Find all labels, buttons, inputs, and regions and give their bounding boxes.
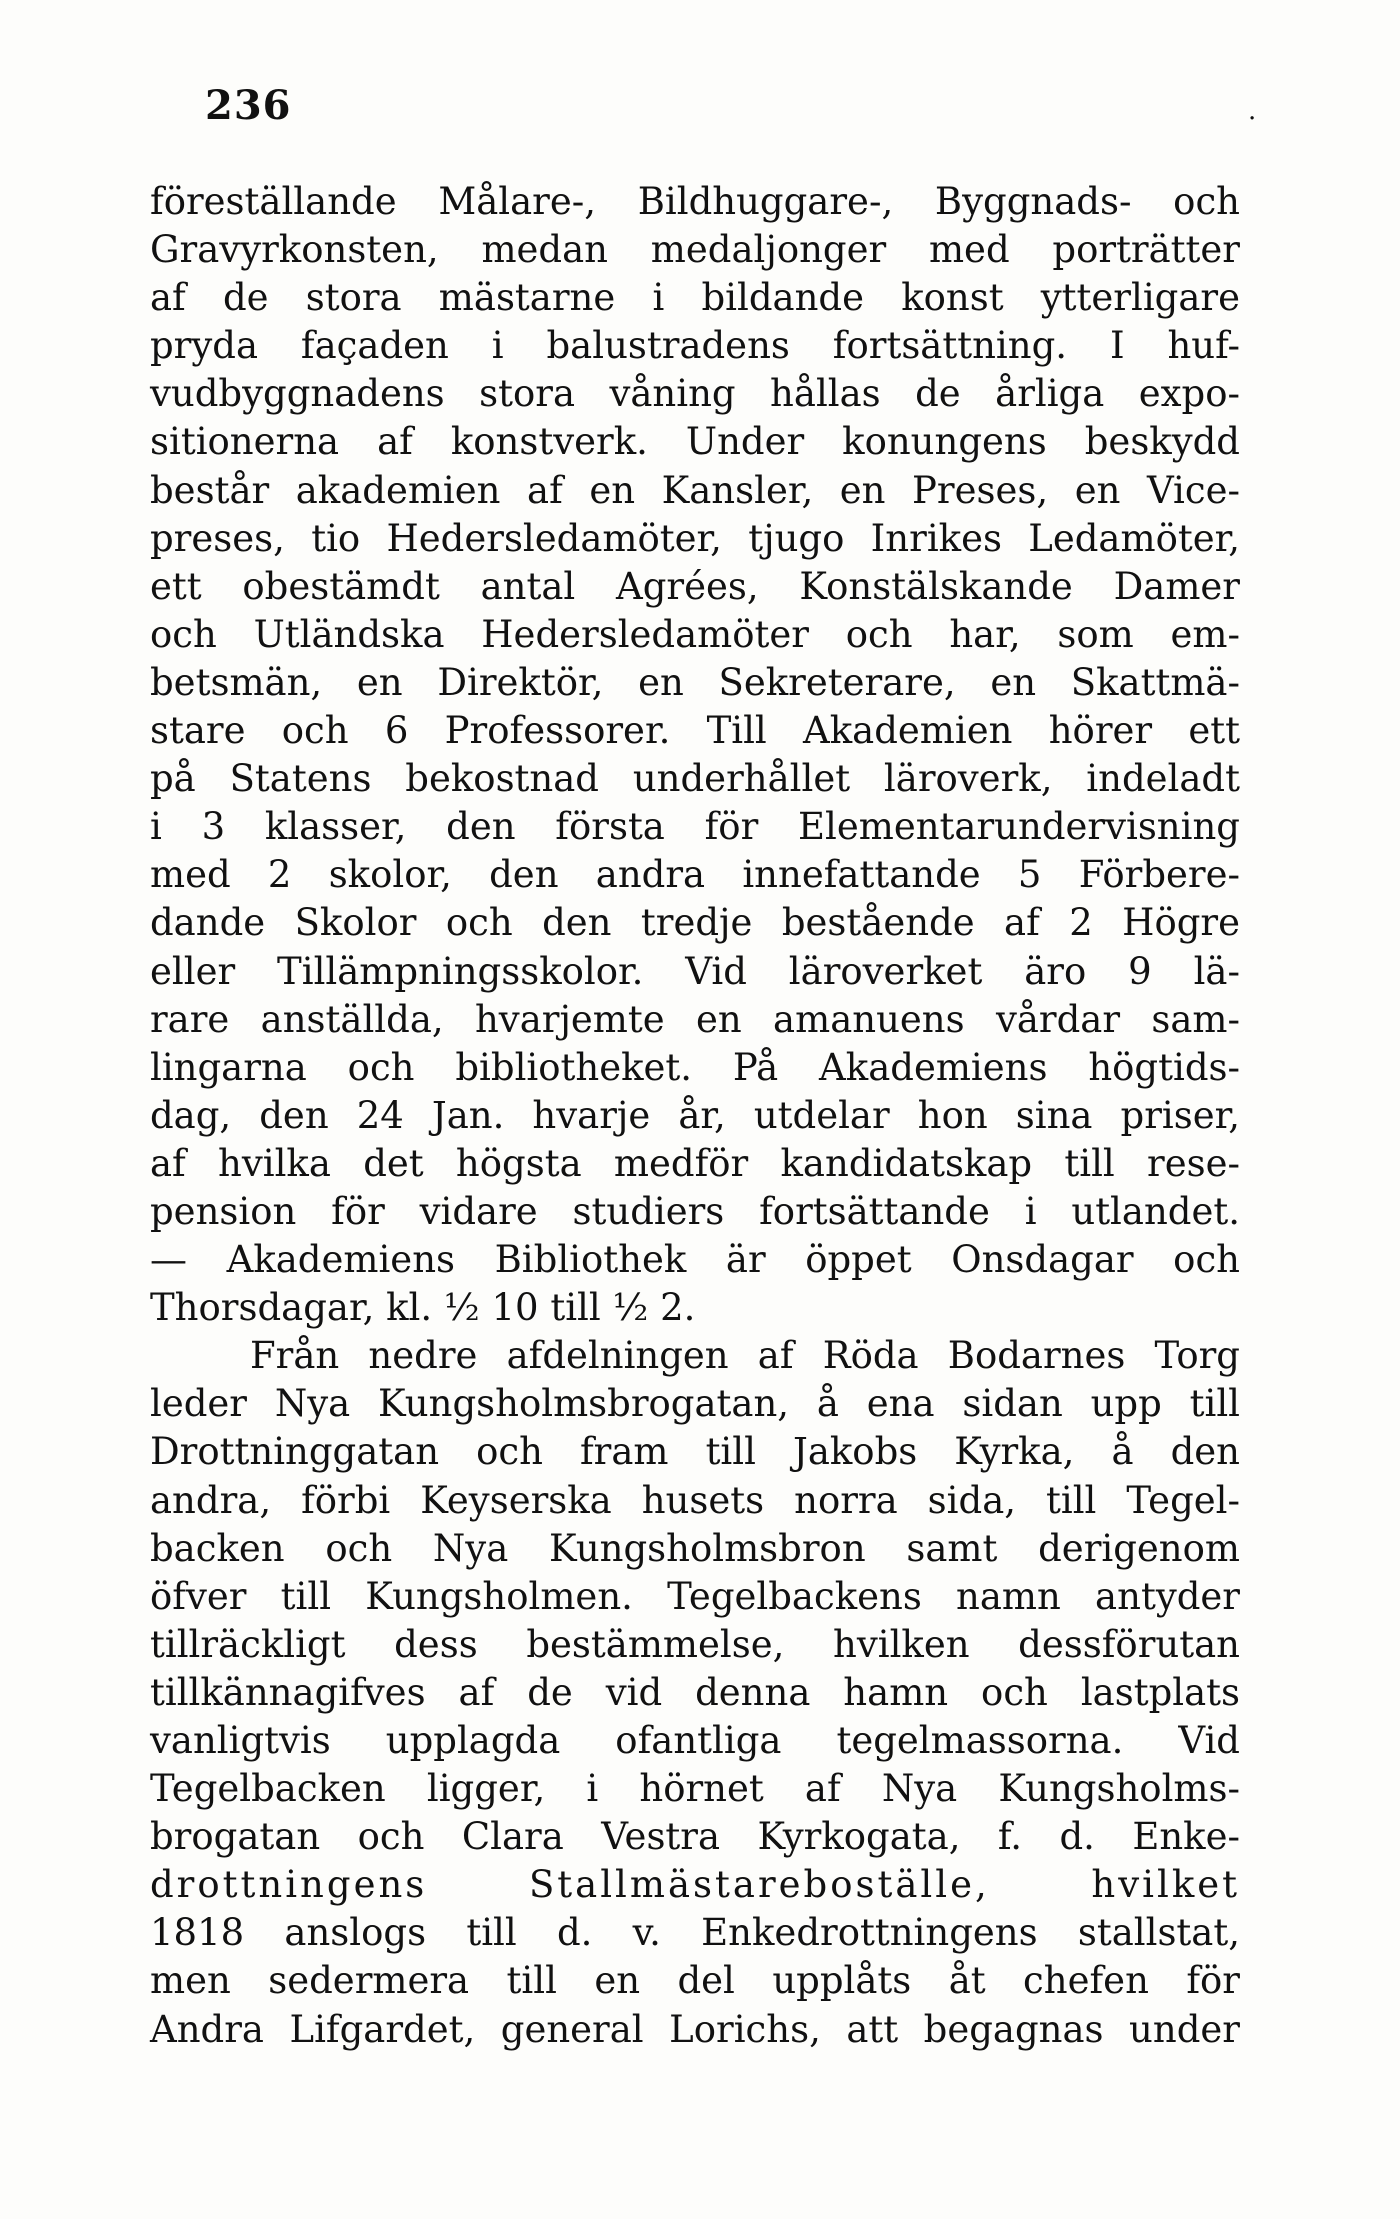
- text-line: består akademien af en Kansler, en Preses, en Vice-: [150, 468, 1240, 512]
- text-line: med 2 skolor, den andra innefattande 5 Förbere-: [150, 853, 1240, 897]
- text-line: i 3 klasser, den första för Elementarundervisning: [150, 805, 1240, 849]
- text-line: på Statens bekostnad underhållet läroverk, indeladt: [150, 757, 1240, 801]
- text-line: vanligtvis upplagda ofantliga tegelmassorna. Vid: [150, 1719, 1240, 1762]
- text-line: vudbyggnadens stora våning hållas de årliga expo-: [150, 372, 1240, 416]
- text-line: pryda façaden i balustradens fortsättning. I huf-: [150, 324, 1240, 368]
- text-line: öfver till Kungsholmen. Tegelbackens namn antyder: [150, 1574, 1240, 1618]
- text-line: leder Nya Kungsholmsbrogatan, å ena sidan upp till: [150, 1382, 1240, 1426]
- text-line: backen och Nya Kungsholmsbron samt derigenom: [150, 1526, 1240, 1570]
- text-line: föreställande Målare-, Bildhuggare-, Byggnads- och: [150, 180, 1240, 223]
- text-line: sitionerna af konstverk. Under konungens beskydd: [150, 420, 1240, 464]
- text-line: Tegelbacken ligger, i hörnet af Nya Kungsholms-: [150, 1767, 1240, 1811]
- text-line: eller Tillämpningsskolor. Vid läroverket äro 9 lä-: [150, 949, 1240, 993]
- text-line: tillräckligt dess bestämmelse, hvilken dessförutan: [150, 1622, 1240, 1666]
- print-speck: ·: [1248, 104, 1257, 134]
- text-line: pension för vidare studiers fortsättande i utlandet.: [150, 1189, 1240, 1233]
- text-line: ett obestämdt antal Agrées, Konstälskande Damer: [150, 564, 1240, 608]
- text-line: dag, den 24 Jan. hvarje år, utdelar hon sina priser,: [150, 1093, 1240, 1137]
- text-line: stare och 6 Professorer. Till Akademien hörer ett: [150, 709, 1240, 753]
- text-line: brogatan och Clara Vestra Kyrkogata, f. d. Enke-: [150, 1815, 1240, 1859]
- text-line: dande Skolor och den tredje bestående af 2 Högre: [150, 901, 1240, 945]
- text-line: Gravyrkonsten, medan medaljonger med porträtter: [150, 228, 1240, 272]
- text-line: Thorsdagar, kl. ½ 10 till ½ 2.: [150, 1286, 696, 1330]
- text-line: betsmän, en Direktör, en Sekreterare, en Skattmä-: [150, 660, 1240, 704]
- text-line: Från nedre afdelningen af Röda Bodarnes Torg: [250, 1334, 1240, 1378]
- text-line: 1818 anslogs till d. v. Enkedrottningens stallstat,: [150, 1911, 1240, 1955]
- text-line: Andra Lifgardet, general Lorichs, att begagnas under: [150, 2007, 1240, 2051]
- text-line: andra, förbi Keyserska husets norra sida, till Tegel-: [150, 1478, 1240, 1522]
- body-text: [150, 178, 1240, 2054]
- text-line: preses, tio Hedersledamöter, tjugo Inrikes Ledamöter,: [150, 516, 1240, 560]
- text-line: tillkännagifves af de vid denna hamn och lastplats: [150, 1670, 1240, 1714]
- page-number: 236: [205, 82, 292, 129]
- text-line: och Utländska Hedersledamöter och har, som em-: [150, 612, 1240, 656]
- text-line: men sedermera till en del upplåts åt chefen för: [150, 1959, 1240, 2003]
- text-line: rare anställda, hvarjemte en amanuens vårdar sam-: [150, 997, 1240, 1041]
- text-line: drottningens Stallmästareboställe, hvilket: [150, 1863, 1240, 1907]
- text-line: Drottninggatan och fram till Jakobs Kyrka, å den: [150, 1430, 1240, 1474]
- text-line: — Akademiens Bibliothek är öppet Onsdagar och: [150, 1238, 1240, 1282]
- text-line: af hvilka det högsta medför kandidatskap till rese-: [150, 1141, 1240, 1185]
- text-line: lingarna och bibliotheket. På Akademiens högtids-: [150, 1045, 1240, 1089]
- text-line: af de stora mästarne i bildande konst ytterligare: [150, 276, 1240, 320]
